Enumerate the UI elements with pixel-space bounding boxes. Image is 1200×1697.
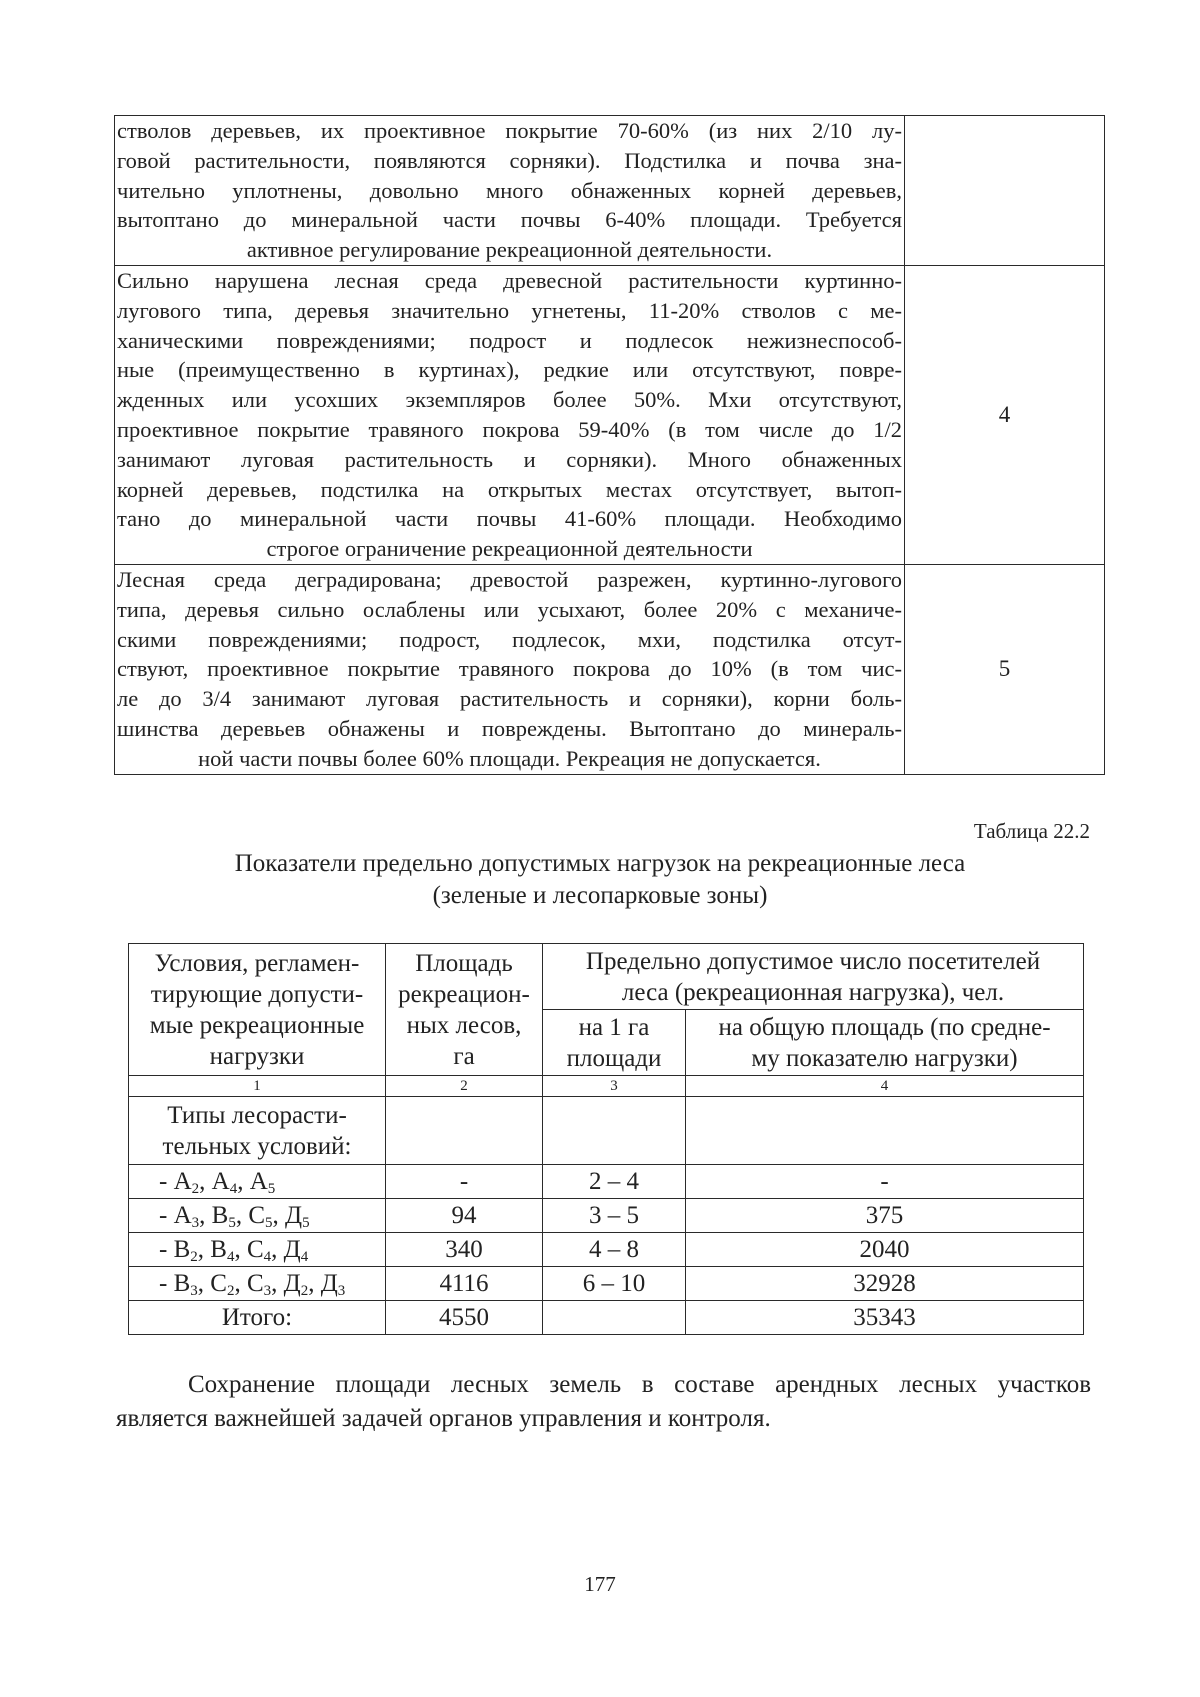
column-number: 1 [129,1076,386,1097]
criteria-score: 4 [905,265,1105,564]
criteria-description [115,116,905,266]
criteria-row [115,564,1105,774]
description-line: говой растительности, появляются сорняки). Подстилка и почва зна- [117,147,902,173]
table-title-line: (зеленые и лесопарковые зоны) [432,882,768,909]
description-line: лугового типа, деревья значительно угнетены, 11-20% стволов с ме- [117,297,902,323]
description-line: типа, деревья сильно ослаблены или усыхают, более 20% с механиче- [117,596,902,622]
description-line: вытоптано до минеральной части почвы 6-40% площади. Требуется [117,207,902,233]
description-line: занимают луговая растительность и сорняки). Много обнаженных [117,446,902,472]
empty-cell [686,1097,1084,1165]
header-max-visitors: Предельно допустимое число посетителей леса (рекреационная нагрузка), чел. [543,944,1084,1010]
forest-type-label: - $А_2$, $А_4$, $А_5$ [129,1165,386,1199]
table-number: Таблица 22.2 [973,819,1090,843]
total-area: 4550 [386,1301,543,1335]
description-line: ные (преимущественно в куртинах), редкие или отсутствуют, повре- [117,357,902,383]
forest-type-label: - $А_3$, $В_5$, $С_5$, $Д_5$ [129,1199,386,1233]
criteria-description [115,265,905,564]
forest-type-label: - $В_2$, $В_4$, $С_4$, $Д_4$ [129,1233,386,1267]
empty-cell [386,1097,543,1165]
cell-per-ha: 4 – 8 [543,1233,686,1267]
cell-per-ha: 3 – 5 [543,1199,686,1233]
criteria-description [115,564,905,774]
cell-per-ha: 2 – 4 [543,1165,686,1199]
column-number: 3 [543,1076,686,1097]
total-visitors: 35343 [686,1301,1084,1335]
description-line: жденных или усохших экземпляров более 50%. Мхи отсутствуют, [117,387,902,413]
header-conditions: Условия, регламен- тирующие допусти- мые рекреационные нагрузки [129,944,386,1076]
paragraph-line: является важнейшей задачей органов управления и контроля. [116,1405,771,1432]
cell-total: 375 [686,1199,1084,1233]
table-row [129,1165,1084,1199]
cell-total: 2040 [686,1233,1084,1267]
criteria-row [115,116,1105,266]
description-line: чительно уплотнены, довольно много обнаженных корней деревьев, [117,177,902,203]
total-label: Итого: [129,1301,386,1335]
table-title-line: Показатели предельно допустимых нагрузок на рекреационные леса [234,850,966,877]
criteria-row [115,265,1105,564]
cell-total: 32928 [686,1267,1084,1301]
column-number: 2 [386,1076,543,1097]
column-number: 4 [686,1076,1084,1097]
cell-per-ha: 6 – 10 [543,1267,686,1301]
description-line: ле до 3/4 занимают луговая растительность и сорняки), корни боль- [117,686,902,712]
description-line: строгое ограничение рекреационной деятельности [266,536,753,562]
description-line: ствуют, проективное покрытие травяного покрова до 10% (в том чис- [117,656,902,682]
description-line: ной части почвы более 60% площади. Рекреация не допускается. [198,745,821,771]
total-per-ha [543,1301,686,1335]
cell-area: - [386,1165,543,1199]
criteria-table [114,115,1105,775]
cell-area: 340 [386,1233,543,1267]
paragraph-line: Сохранение площади лесных земель в составе арендных лесных участков [188,1371,1091,1398]
cell-area: 94 [386,1199,543,1233]
cell-area: 4116 [386,1267,543,1301]
table-row [129,1199,1084,1233]
header-per-ha: на 1 га площади [543,1010,686,1076]
description-line: ханическими повреждениями; подрост и подлесок нежизнеспособ- [117,327,902,353]
description-line: корней деревьев, подстилка на открытых местах отсутствует, вытоп- [117,476,902,502]
description-line: Сильно нарушена лесная среда древесной растительности куртинно- [117,267,902,293]
cell-total: - [686,1165,1084,1199]
header-area: Площадь рекреацион- ных лесов, га [386,944,543,1076]
description-line: проективное покрытие травяного покрова 59-40% (в том числе до 1/2 [117,416,902,442]
header-total-area: на общую площадь (по средне- му показателю нагрузки) [686,1010,1084,1076]
table-row [129,1233,1084,1267]
description-line: Лесная среда деградирована; древостой разрежен, куртинно-лугового [117,566,902,592]
group-label: Типы лесорасти- тельных условий: [129,1097,386,1165]
description-line: активное регулирование рекреационной деятельности. [246,237,773,263]
criteria-score [905,116,1105,266]
description-line: скими повреждениями; подрост, подлесок, мхи, подстилка отсут- [117,626,902,652]
page-number: 177 [584,1572,616,1596]
description-line: стволов деревьев, их проективное покрытие 70-60% (из них 2/10 лу- [117,118,902,143]
description-line: шинства деревьев обнажены и повреждены. Вытоптано до минераль- [117,715,902,741]
forest-type-label: - $В_3$, $С_2$, $С_3$, $Д_2$, $Д_3$ [129,1267,386,1301]
recreation-load-table [128,943,1084,1335]
table-title [100,848,1100,912]
criteria-score: 5 [905,564,1105,774]
empty-cell [543,1097,686,1165]
body-paragraph [116,1368,1091,1436]
table-row [129,1267,1084,1301]
description-line: тано до минеральной части почвы 41-60% площади. Необходимо [117,506,902,532]
